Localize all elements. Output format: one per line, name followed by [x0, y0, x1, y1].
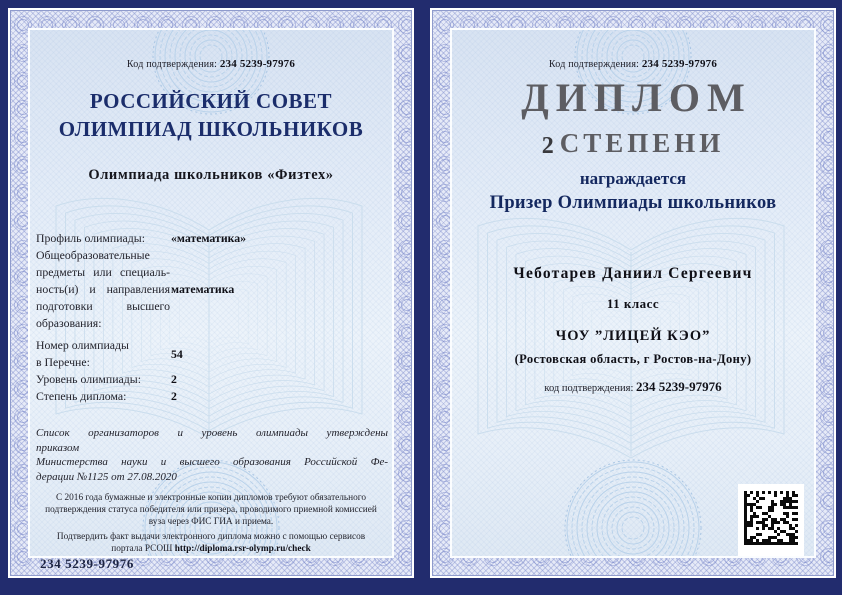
- page-left-content: [30, 30, 392, 556]
- detail-value: 2: [171, 372, 177, 386]
- rosette-ornament-bottom: [563, 458, 703, 556]
- recipient-grade: 11 класс: [606, 296, 660, 311]
- page-left: [8, 8, 414, 578]
- detail-value: математика: [171, 282, 235, 296]
- footnote-validity: С 2016 года бумажные и электронные копии дипломов требуют обязательного подтверждения статуса победителя или призера, проводимого приемной комиссией вуза через ФИС ГИА и приема.: [45, 493, 377, 527]
- page-bottom-code: 234 5239-97976: [40, 556, 134, 571]
- detail-label: Общеобразовательные предметы или специаль- ность(и) и направления подготовки высшего образования:: [36, 248, 170, 330]
- award-status: Призер Олимпиады школьников: [489, 193, 777, 213]
- detail-value: 2: [171, 389, 177, 403]
- org-title-line1: РОССИЙСКИЙ СОВЕТ: [89, 89, 333, 113]
- confirmation-code-label: код подтверждения:: [544, 383, 634, 394]
- olympiad-name: Олимпиада школьников «Физтех»: [88, 167, 334, 183]
- detail-label: Степень диплома:: [36, 389, 127, 403]
- detail-row-degree: [36, 388, 388, 405]
- confirmation-code-value: 234 5239-97976: [641, 58, 718, 70]
- confirmation-code-value: 234 5239-97976: [219, 58, 296, 70]
- confirmation-code-top: [452, 58, 814, 70]
- diploma-title: ДИПЛОМ: [521, 75, 752, 120]
- recipient-school: ЧОУ ”ЛИЦЕЙ КЭО”: [555, 328, 711, 344]
- org-title-line2: ОЛИМПИАД ШКОЛЬНИКОВ: [58, 117, 364, 141]
- confirmation-code-label: Код подтверждения:: [126, 59, 218, 70]
- detail-row-level: [36, 371, 388, 388]
- footnote-verify: Подтвердить факт выдачи электронного диплома можно с помощью сервисов портала РСОШ http://diploma.rsr-olymp.ru/check: [56, 532, 366, 554]
- awarded-label: награждается: [579, 169, 687, 188]
- org-title: [30, 87, 392, 143]
- verification-link[interactable]: http://diploma.rsr-olymp.ru/check: [174, 544, 311, 554]
- diploma-degree: [452, 128, 814, 160]
- page-right: [430, 8, 836, 578]
- recipient-name: Чеботарев Даниил Сергеевич: [513, 265, 753, 282]
- degree-word: СТЕПЕНИ: [559, 128, 725, 158]
- confirmation-code-label: Код подтверждения:: [548, 59, 640, 70]
- detail-row-number: [36, 337, 388, 371]
- page-right-content: [452, 30, 814, 556]
- detail-value: 54: [171, 346, 183, 361]
- order-note: Список организаторов и уровень олимпиады утверждены приказом Министерства науки и высшего образования Российской Фе- дерации №1125 от 27.08.2020: [36, 427, 388, 483]
- detail-row-subjects: [36, 247, 388, 332]
- recipient-location: (Ростовская область, г Ростов-на-Дону): [514, 352, 752, 366]
- confirmation-code-value: 234 5239-97976: [636, 379, 722, 394]
- datamatrix-barcode: [744, 491, 798, 545]
- confirmation-code-top: [30, 58, 392, 70]
- olympiad-details: [36, 230, 388, 405]
- detail-row-profile: [36, 230, 388, 247]
- detail-label: Профиль олимпиады:: [36, 231, 145, 245]
- detail-label: Уровень олимпиады:: [36, 372, 141, 386]
- degree-number: 2: [541, 133, 556, 159]
- detail-value: «математика»: [171, 231, 247, 245]
- confirmation-code-bottom: [452, 379, 814, 395]
- detail-label: Номер олимпиады в Перечне:: [36, 338, 129, 369]
- barcode-box: [738, 484, 804, 556]
